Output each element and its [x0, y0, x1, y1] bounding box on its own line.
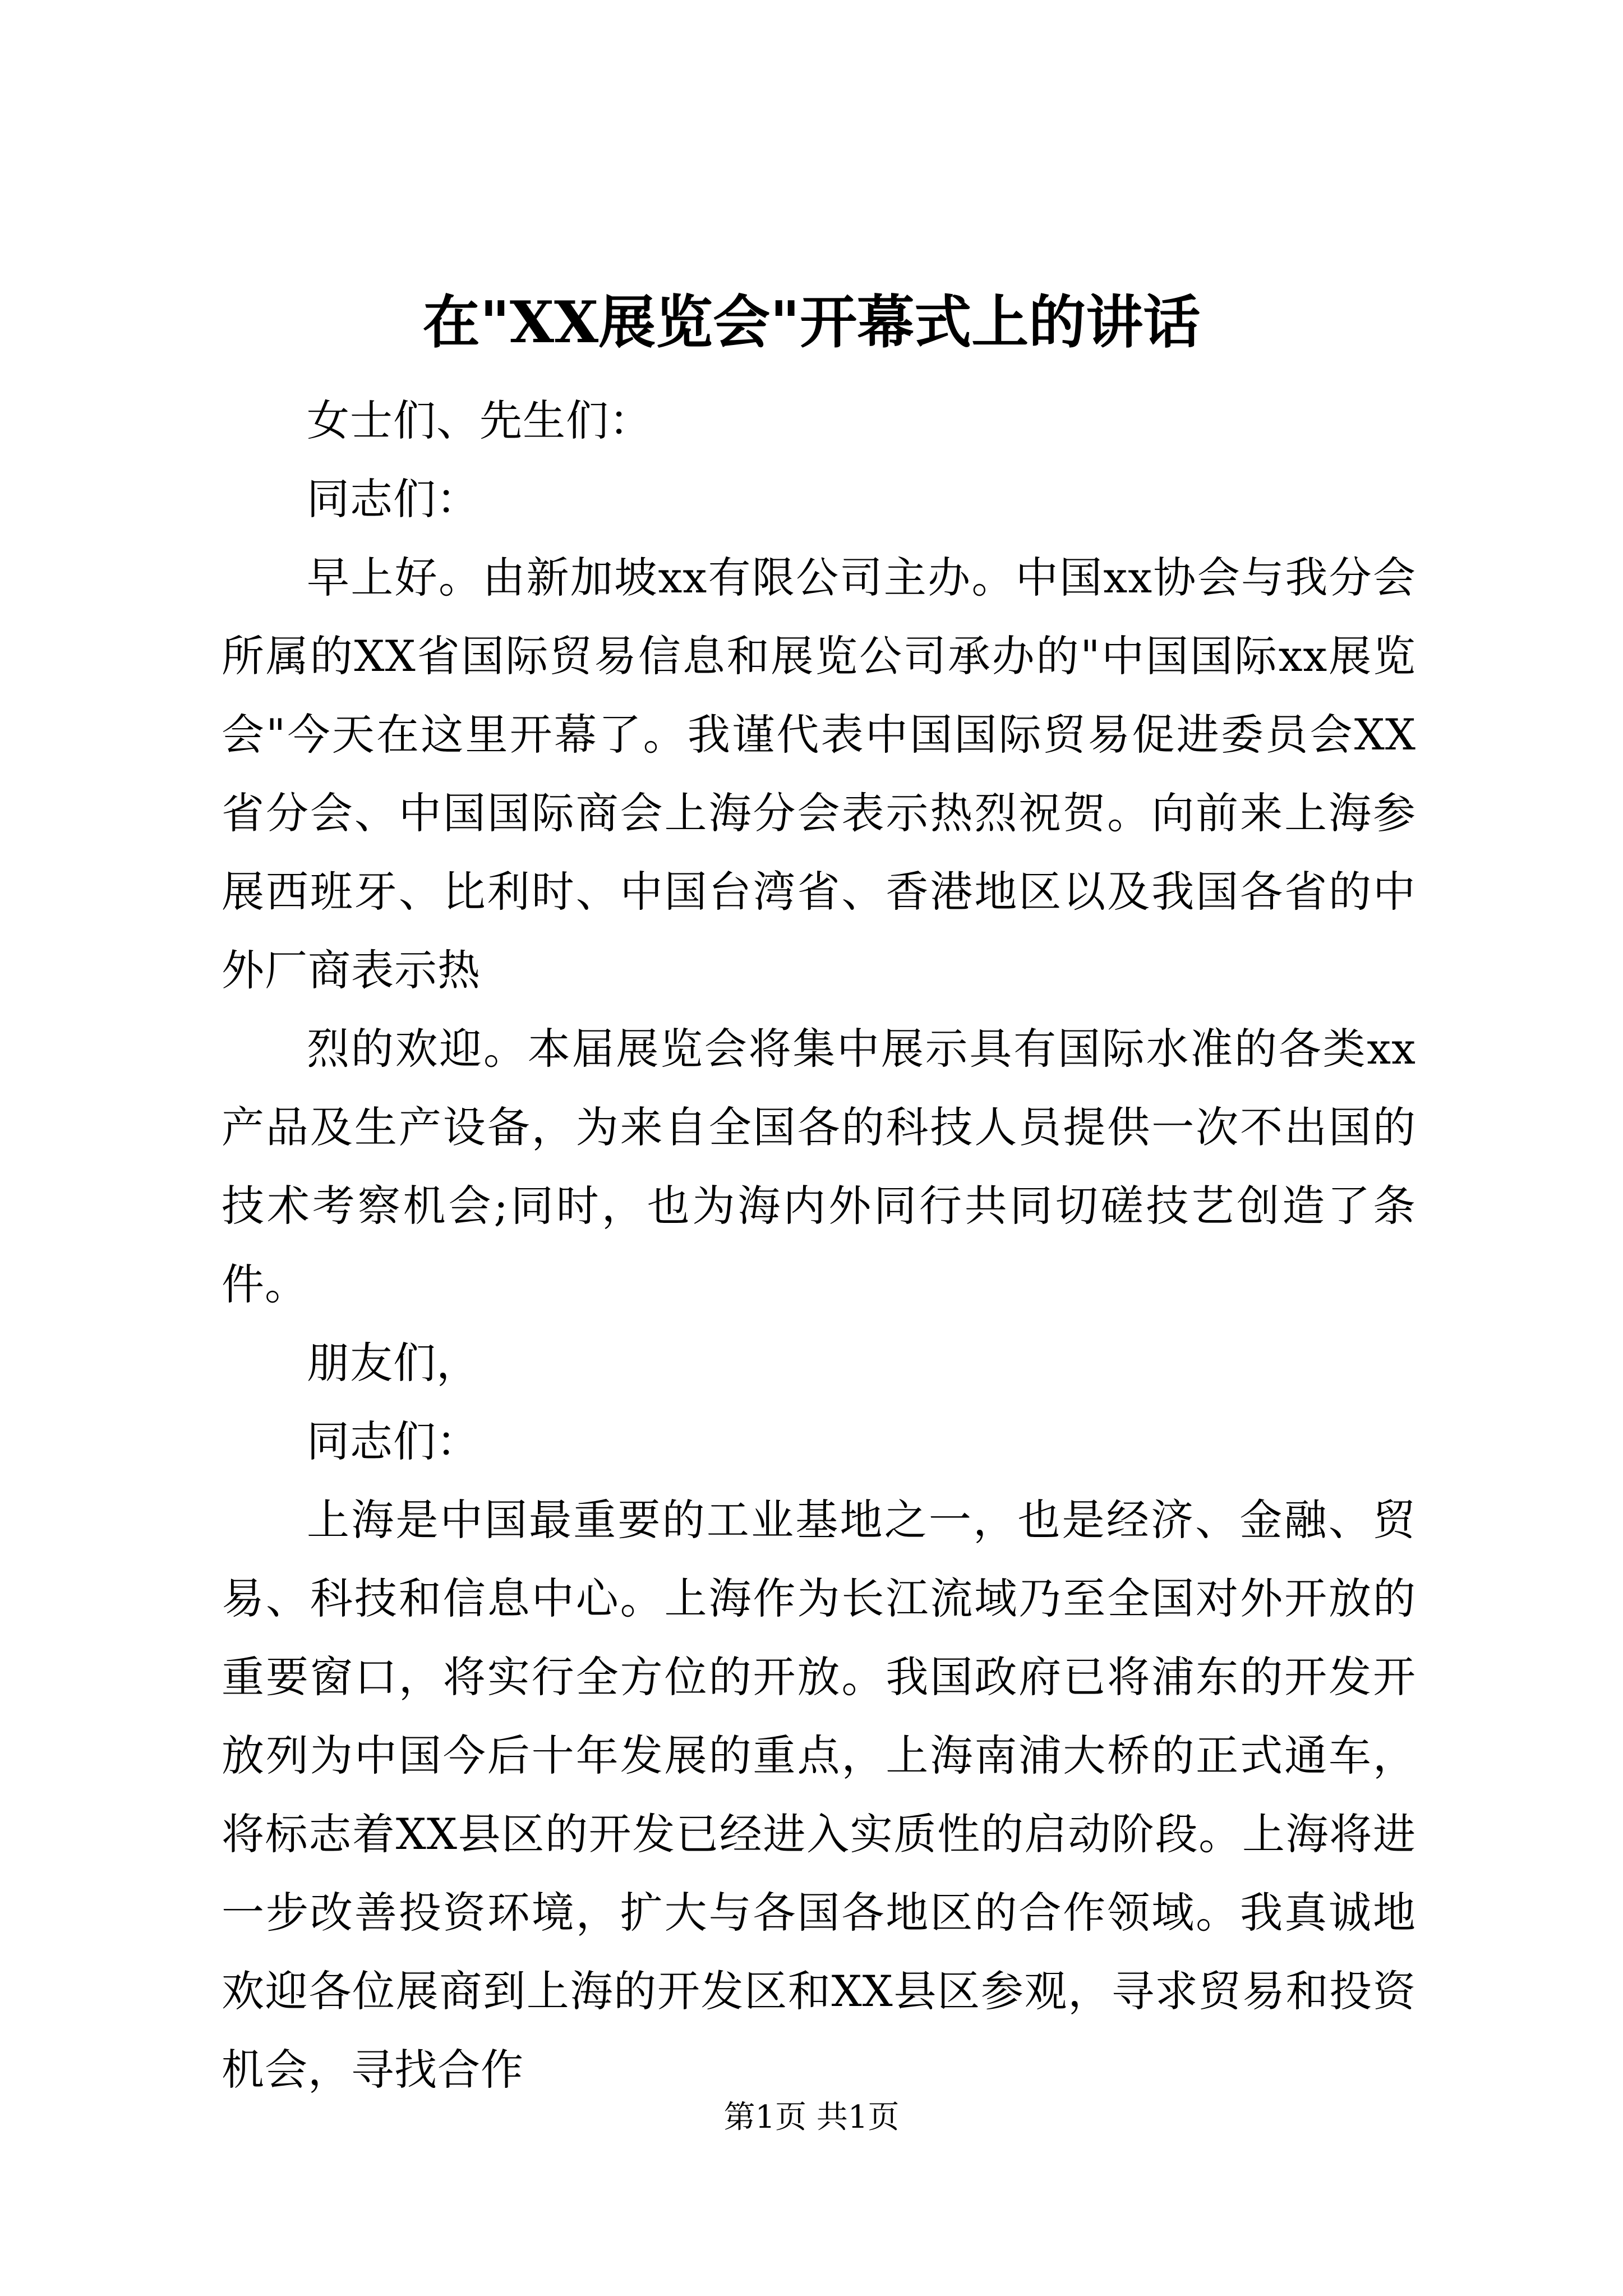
document-body — [222, 381, 1416, 2109]
paragraph-salutation-1: 女士们、先生们： — [307, 395, 652, 445]
paragraph-greeting: 早上好。由新加坡xx有限公司主办。中国xx协会与我分会所属的XX省国际贸易信息和展览公司承办的"中国国际xx展览会"今天在这里开幕了。我谨代表中国国际贸易促进委员会XX省分会、中国国际商会上海分会表示热烈祝贺。向前来上海参展西班牙、比利时、中国台湾省、香港地区以及我国各省的中外厂商表示热 — [222, 553, 1416, 995]
paragraph-salutation-2: 同志们： — [307, 474, 479, 524]
document-title: 在"XX展览会"开幕式上的讲话 — [422, 289, 1201, 356]
page-number-footer: 第1页 共1页 — [723, 2099, 900, 2136]
paragraph-shanghai: 上海是中国最重要的工业基地之一，也是经济、金融、贸易、科技和信息中心。上海作为长江流域乃至全国对外开放的重要窗口，将实行全方位的开放。我国政府已将浦东的开发开放列为中国今后十年发展的重点，上海南浦大桥的正式通车，将标志着XX县区的开发已经进入实质性的启动阶段。上海将进一步改善投资环境，扩大与各国各地区的合作领域。我真诚地欢迎各位展商到上海的开发区和XX县区参观，寻求贸易和投资机会，寻找合作 — [222, 1495, 1416, 2095]
paragraph-salutation-4: 同志们： — [307, 1416, 479, 1466]
paragraph-salutation-3: 朋友们， — [307, 1338, 479, 1388]
paragraph-welcome: 烈的欢迎。本届展览会将集中展示具有国际水准的各类xx产品及生产设备，为来自全国各的科技人员提供一次不出国的技术考察机会;同时，也为海内外同行共同切磋技艺创造了条件。 — [222, 1024, 1416, 1309]
